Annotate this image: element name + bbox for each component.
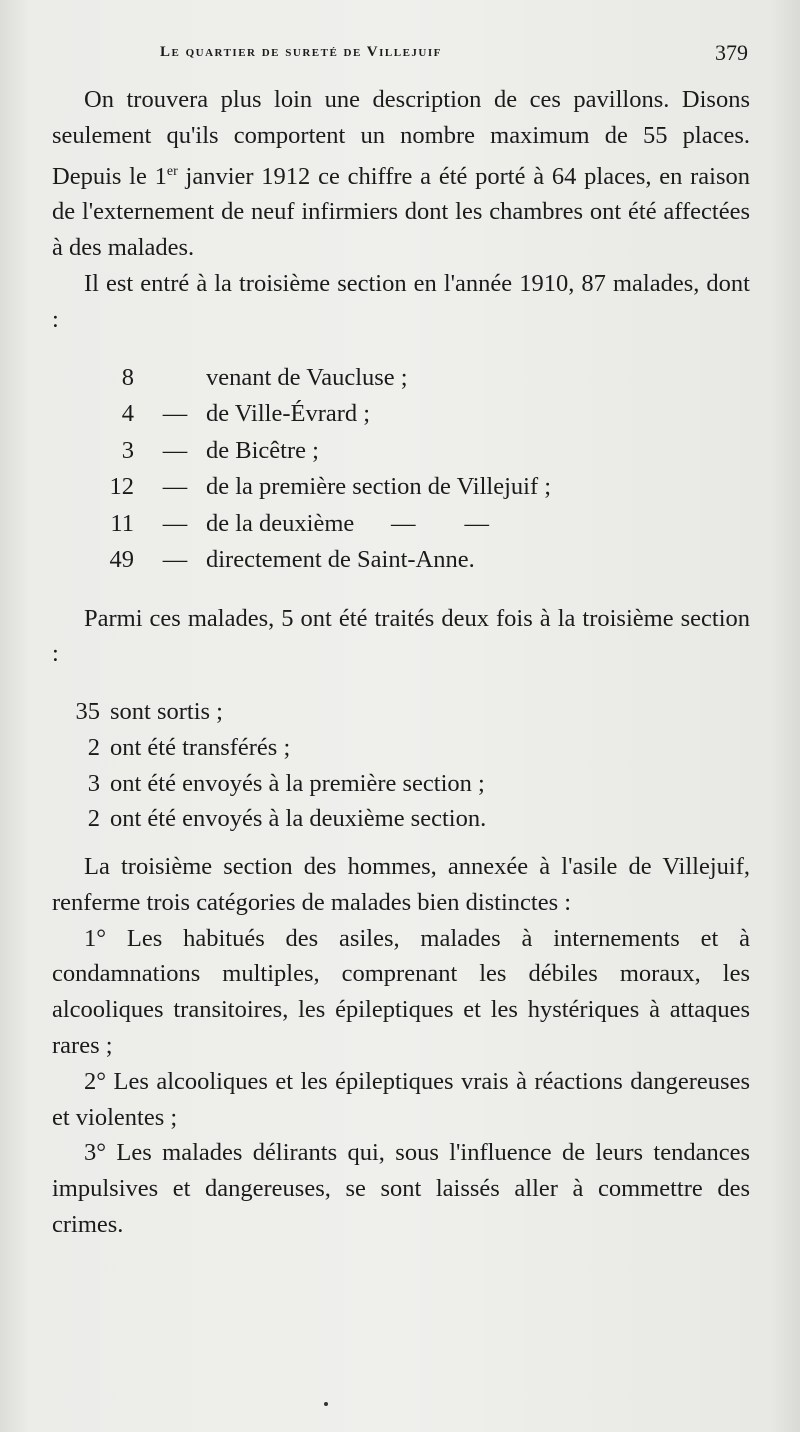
outcome-text: ont été envoyés à la première section ; — [110, 769, 485, 797]
admission-count: 11 — [110, 509, 134, 537]
admission-source: de Bicêtre ; — [206, 436, 319, 464]
outcome-text: ont été envoyés à la deuxième section. — [110, 805, 487, 833]
admission-count: 12 — [109, 473, 134, 501]
list-item — [86, 506, 750, 543]
paragraph-readmissions: Parmi ces malades, 5 ont été traités deux fois à la troisième section : — [52, 604, 750, 668]
list-item — [86, 433, 750, 470]
spacer — [52, 672, 750, 694]
outcome-text: sont sortis ; — [110, 698, 223, 726]
admission-count: 3 — [121, 436, 134, 464]
outcome-count: 2 — [87, 805, 100, 833]
list-item — [86, 396, 750, 433]
outcome-count: 35 — [75, 698, 100, 726]
list-item — [52, 694, 750, 730]
admission-source: venant de Vaucluse ; — [206, 363, 408, 391]
list-item — [86, 542, 750, 579]
admission-source: de la deuxième — — — [206, 509, 490, 537]
category-3: 3° Les malades délirants qui, sous l'influence de leurs tendances impulsives et dangereuses, se sont laissés aller à commettre des crimes. — [52, 1139, 750, 1238]
outcome-text: ont été transférés ; — [110, 733, 291, 761]
spacer — [52, 338, 750, 360]
paragraph-capacity-end: janvier 1912 ce chiffre a été porté à 64 places, en raison de l'externement de neuf infirmiers dont les chambres ont été affectées à des malades. — [52, 162, 751, 262]
ditto-dash: — — [162, 400, 188, 428]
outcomes-list — [52, 694, 750, 837]
list-item — [52, 766, 750, 802]
paragraph-capacity-start: On trouvera plus loin une description de ces pavillons. Disons seulement qu'ils comportent un nombre maximum de 55 places. Depuis le 1 — [52, 86, 750, 190]
admission-count: 4 — [121, 400, 134, 428]
paragraph-capacity — [52, 82, 750, 266]
spacer — [52, 579, 750, 601]
ditto-dash: — — [162, 509, 188, 537]
page-number: 379 — [715, 40, 748, 65]
print-speck — [324, 1402, 328, 1406]
ditto-dash: — — [162, 546, 188, 574]
superscript-er: er — [166, 163, 178, 179]
admission-source: de Ville-Évrard ; — [206, 400, 371, 428]
admission-source: directement de Saint-Anne. — [206, 546, 475, 574]
admission-count: 49 — [109, 546, 134, 574]
spacer — [52, 837, 750, 849]
admissions-list — [52, 360, 750, 579]
admission-source: de la première section de Villejuif ; — [206, 473, 552, 501]
category-1: 1° Les habitués des asiles, malades à internements et à condamnations multiples, comprenant les débiles moraux, les alcooliques transitoires, les épileptiques et les hystériques à attaques rares ; — [52, 924, 750, 1059]
ditto-dash: — — [162, 473, 188, 501]
category-2: 2° Les alcooliques et les épileptiques vrais à réactions dangereuses et violentes ; — [52, 1067, 750, 1131]
paragraph-admissions-intro: Il est entré à la troisième section en l'année 1910, 87 malades, dont : — [52, 269, 750, 333]
page-body — [52, 82, 750, 1243]
outcome-count: 2 — [87, 733, 100, 761]
paragraph-categories-intro: La troisième section des hommes, annexée à l'asile de Villejuif, renferme trois catégories de malades bien distinctes : — [52, 852, 750, 916]
outcome-count: 3 — [87, 769, 100, 797]
list-item — [52, 730, 750, 766]
ditto-dash: — — [162, 436, 188, 464]
running-title: Le quartier de sureté de Villejuif — [160, 44, 442, 60]
admission-count: 8 — [121, 363, 134, 391]
list-item — [86, 360, 750, 397]
list-item — [86, 469, 750, 506]
page-header — [50, 40, 750, 74]
list-item — [52, 801, 750, 837]
